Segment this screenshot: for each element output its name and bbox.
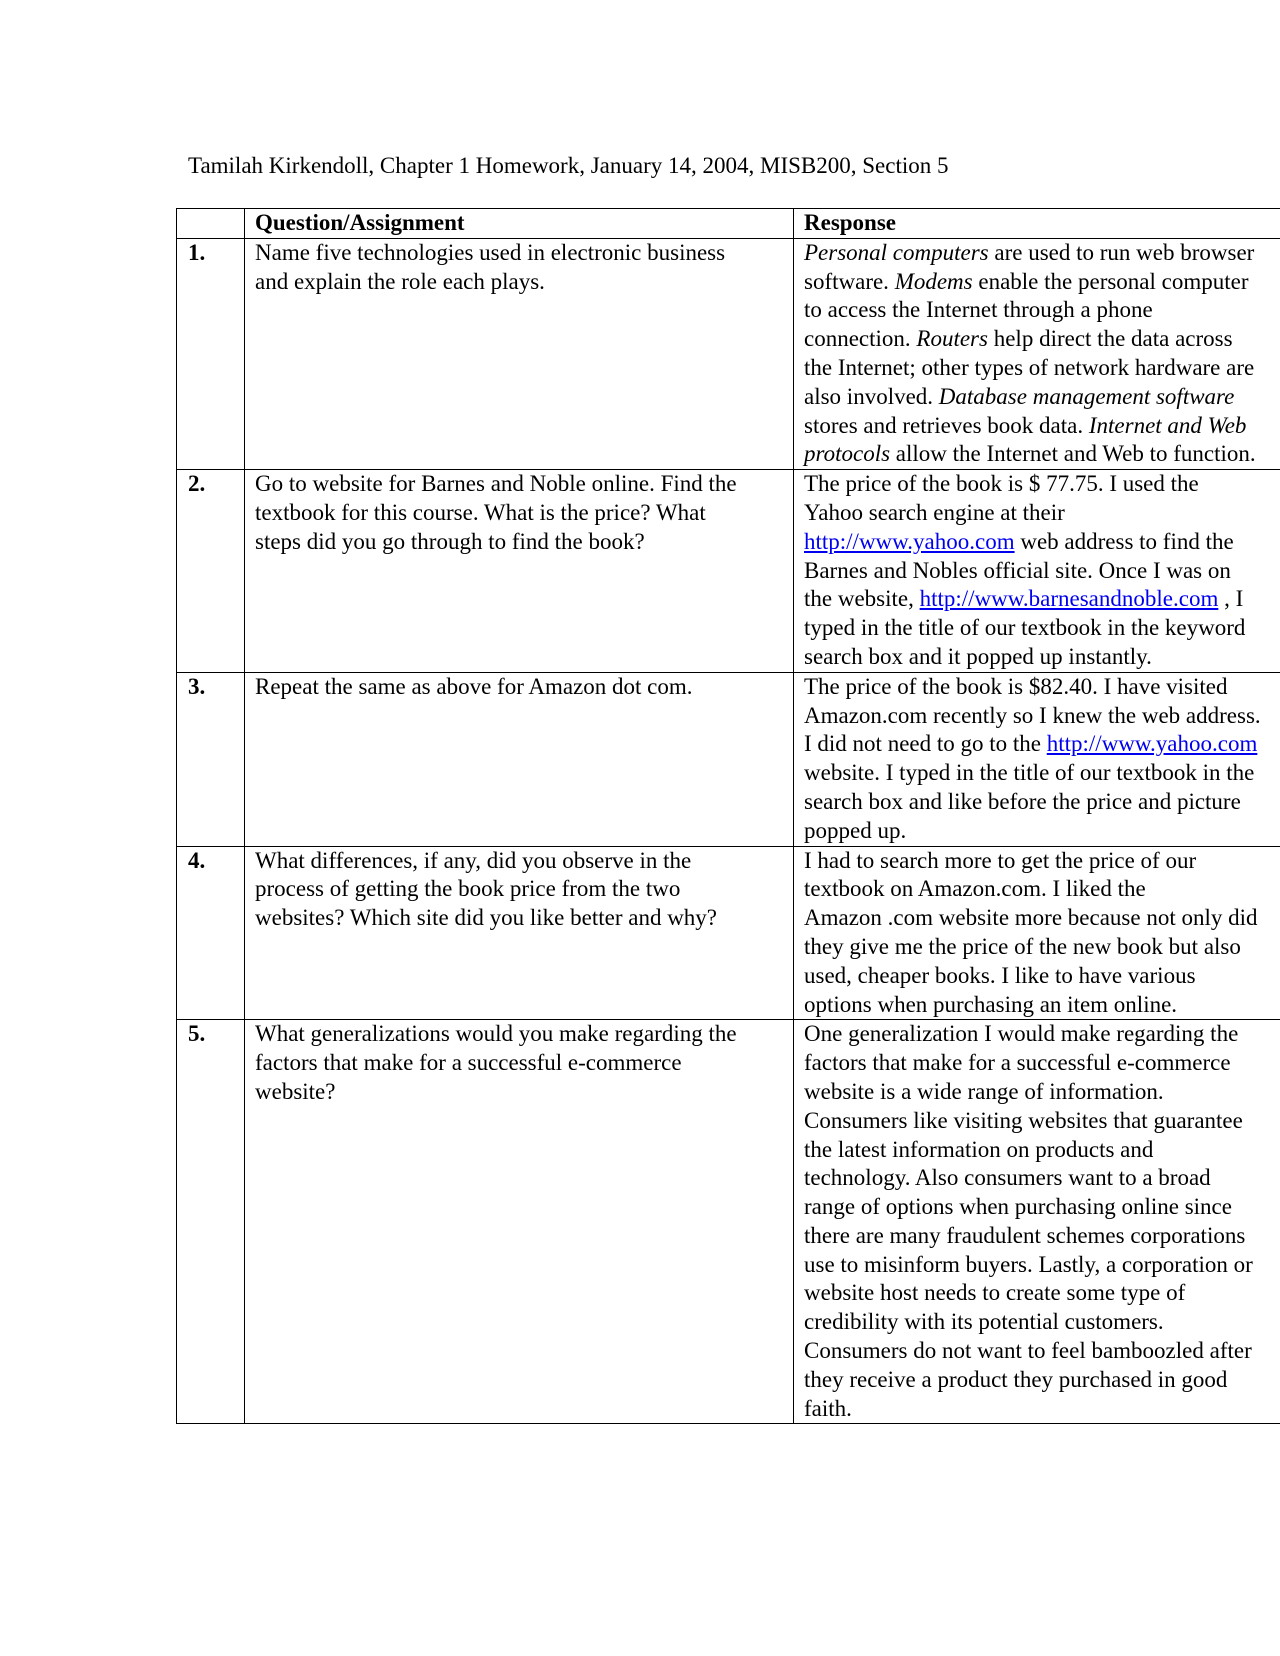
response-line xyxy=(804,1222,1280,1251)
response-line xyxy=(804,1107,1280,1136)
response-text: , I xyxy=(1218,586,1244,612)
response-text: connection. xyxy=(804,326,917,352)
response-text: the Internet; other types of network hardware are xyxy=(804,354,1255,380)
question-line: What generalizations would you make regarding the xyxy=(255,1021,737,1047)
question-line: What differences, if any, did you observe in the xyxy=(255,847,692,873)
response-line xyxy=(804,585,1280,614)
question-line: factors that make for a successful e-commerce xyxy=(255,1050,682,1076)
table-row xyxy=(177,846,1280,1020)
table-row xyxy=(177,470,1280,673)
response-line xyxy=(804,614,1280,643)
response-line xyxy=(804,759,1280,788)
response-text: website is a wide range of information. xyxy=(804,1078,1164,1104)
response-line xyxy=(804,1049,1280,1078)
response-line xyxy=(804,499,1280,528)
response-text: web address to find the xyxy=(1014,528,1234,554)
question-line: and explain the role each plays. xyxy=(255,268,545,294)
response-text: Amazon.com recently so I knew the web address. xyxy=(804,702,1261,728)
response-text: options when purchasing an item online. xyxy=(804,991,1178,1017)
response-text: allow the Internet and Web to function. xyxy=(890,441,1256,467)
response-line xyxy=(804,1308,1280,1337)
question-line: websites? Which site did you like better and why? xyxy=(255,905,718,931)
question-line: steps did you go through to find the book? xyxy=(255,528,645,554)
response-text: search box and it popped up instantly. xyxy=(804,643,1152,669)
url-link[interactable]: http://www.barnesandnoble.com xyxy=(919,586,1219,612)
emphasized-term: protocols xyxy=(804,441,891,467)
document-header: Tamilah Kirkendoll, Chapter 1 Homework, January 14, 2004, MISB200, Section 5 xyxy=(188,153,949,178)
question-line: Repeat the same as above for Amazon dot com. xyxy=(255,673,693,699)
response-text: to access the Internet through a phone xyxy=(804,297,1153,323)
response-text: The price of the book is $ 77.75. I used the xyxy=(804,471,1199,497)
response-line xyxy=(804,875,1280,904)
response-text: typed in the title of our textbook in the keyword xyxy=(804,615,1246,641)
response-text: are used to run web browser xyxy=(988,239,1255,265)
response-line xyxy=(804,847,1280,876)
response-text: help direct the data across xyxy=(987,326,1233,352)
response-line xyxy=(804,991,1280,1020)
question-number: 2. xyxy=(177,470,245,673)
table-body xyxy=(177,238,1280,1424)
response-text: enable the personal computer xyxy=(972,268,1249,294)
response-text: the latest information on products and xyxy=(804,1136,1154,1162)
response-text: factors that make for a successful e-commerce xyxy=(804,1050,1231,1076)
response-line xyxy=(804,643,1280,672)
question-line: textbook for this course. What is the price? What xyxy=(255,499,706,525)
question-line: Name five technologies used in electronic business xyxy=(255,239,726,265)
response-text: Amazon .com website more because not only did xyxy=(804,905,1258,931)
question-cell xyxy=(245,238,794,469)
response-cell xyxy=(794,672,1280,846)
response-line xyxy=(804,1251,1280,1280)
question-cell xyxy=(245,672,794,846)
response-line xyxy=(804,702,1280,731)
response-line xyxy=(804,470,1280,499)
response-text: used, cheaper books. I like to have various xyxy=(804,962,1196,988)
question-column-header: Question/Assignment xyxy=(245,209,794,239)
response-cell xyxy=(794,846,1280,1020)
response-line xyxy=(804,528,1280,557)
emphasized-term: Personal computers xyxy=(804,239,989,265)
emphasized-term: Modems xyxy=(894,268,973,294)
response-cell xyxy=(794,470,1280,673)
question-line: website? xyxy=(255,1078,336,1104)
response-line xyxy=(804,354,1280,383)
homework-table xyxy=(176,208,1280,1424)
question-line: process of getting the book price from the two xyxy=(255,876,681,902)
response-text: Yahoo search engine at their xyxy=(804,499,1065,525)
response-text: there are many fraudulent schemes corporations xyxy=(804,1222,1246,1248)
response-text: they give me the price of the new book but also xyxy=(804,933,1241,959)
response-line xyxy=(804,817,1280,846)
response-column-header: Response xyxy=(794,209,1280,239)
response-text: I did not need to go to the xyxy=(804,731,1047,757)
question-cell xyxy=(245,470,794,673)
response-line xyxy=(804,933,1280,962)
response-line xyxy=(804,557,1280,586)
url-link[interactable]: http://www.yahoo.com xyxy=(804,528,1015,554)
response-text: range of options when purchasing online since xyxy=(804,1194,1232,1220)
table-header-row xyxy=(177,209,1280,239)
response-text: stores and retrieves book data. xyxy=(804,412,1089,438)
emphasized-term: Routers xyxy=(916,326,988,352)
question-number: 5. xyxy=(177,1020,245,1424)
response-text: Consumers like visiting websites that guarantee xyxy=(804,1107,1243,1133)
response-cell xyxy=(794,238,1280,469)
response-text: One generalization I would make regarding the xyxy=(804,1021,1239,1047)
response-line xyxy=(804,383,1280,412)
response-text: the website, xyxy=(804,586,920,612)
response-text: website. I typed in the title of our textbook in the xyxy=(804,760,1255,786)
question-number: 3. xyxy=(177,672,245,846)
response-line xyxy=(804,1366,1280,1395)
response-line xyxy=(804,962,1280,991)
response-text: also involved. xyxy=(804,383,939,409)
question-number: 1. xyxy=(177,238,245,469)
table-row xyxy=(177,1020,1280,1424)
number-column-header xyxy=(177,209,245,239)
response-line xyxy=(804,1337,1280,1366)
response-cell xyxy=(794,1020,1280,1424)
response-line xyxy=(804,730,1280,759)
response-line xyxy=(804,440,1280,469)
question-cell xyxy=(245,1020,794,1424)
question-cell xyxy=(245,846,794,1020)
response-line xyxy=(804,904,1280,933)
response-line xyxy=(804,1078,1280,1107)
table-row xyxy=(177,238,1280,469)
response-line xyxy=(804,1279,1280,1308)
response-text: Barnes and Nobles official site. Once I was on xyxy=(804,557,1231,583)
response-line xyxy=(804,325,1280,354)
response-line xyxy=(804,788,1280,817)
response-line xyxy=(804,1164,1280,1193)
emphasized-term: Internet and Web xyxy=(1088,412,1247,438)
response-text: Consumers do not want to feel bamboozled after xyxy=(804,1338,1252,1364)
response-line xyxy=(804,1193,1280,1222)
response-line xyxy=(804,1020,1280,1049)
response-text: search box and like before the price and picture xyxy=(804,788,1241,814)
response-line xyxy=(804,412,1280,441)
question-line: Go to website for Barnes and Noble online. Find the xyxy=(255,471,737,497)
response-text: credibility with its potential customers. xyxy=(804,1309,1164,1335)
url-link[interactable]: http://www.yahoo.com xyxy=(1046,731,1258,757)
response-line xyxy=(804,268,1280,297)
response-text: I had to search more to get the price of our xyxy=(804,847,1197,873)
response-text: they receive a product they purchased in good xyxy=(804,1366,1228,1392)
response-text: use to misinform buyers. Lastly, a corporation or xyxy=(804,1251,1253,1277)
response-line xyxy=(804,673,1280,702)
response-text: technology. Also consumers want to a broad xyxy=(804,1165,1211,1191)
response-text: textbook on Amazon.com. I liked the xyxy=(804,876,1146,902)
response-text: faith. xyxy=(804,1395,852,1421)
response-text: software. xyxy=(804,268,895,294)
response-text: The price of the book is $82.40. I have visited xyxy=(804,673,1228,699)
response-line xyxy=(804,1136,1280,1165)
response-text: popped up. xyxy=(804,817,907,843)
question-number: 4. xyxy=(177,846,245,1020)
response-line xyxy=(804,239,1280,268)
response-line xyxy=(804,1395,1280,1424)
table-row xyxy=(177,672,1280,846)
response-line xyxy=(804,296,1280,325)
response-text: website host needs to create some type of xyxy=(804,1280,1186,1306)
emphasized-term: Database management software xyxy=(938,383,1235,409)
